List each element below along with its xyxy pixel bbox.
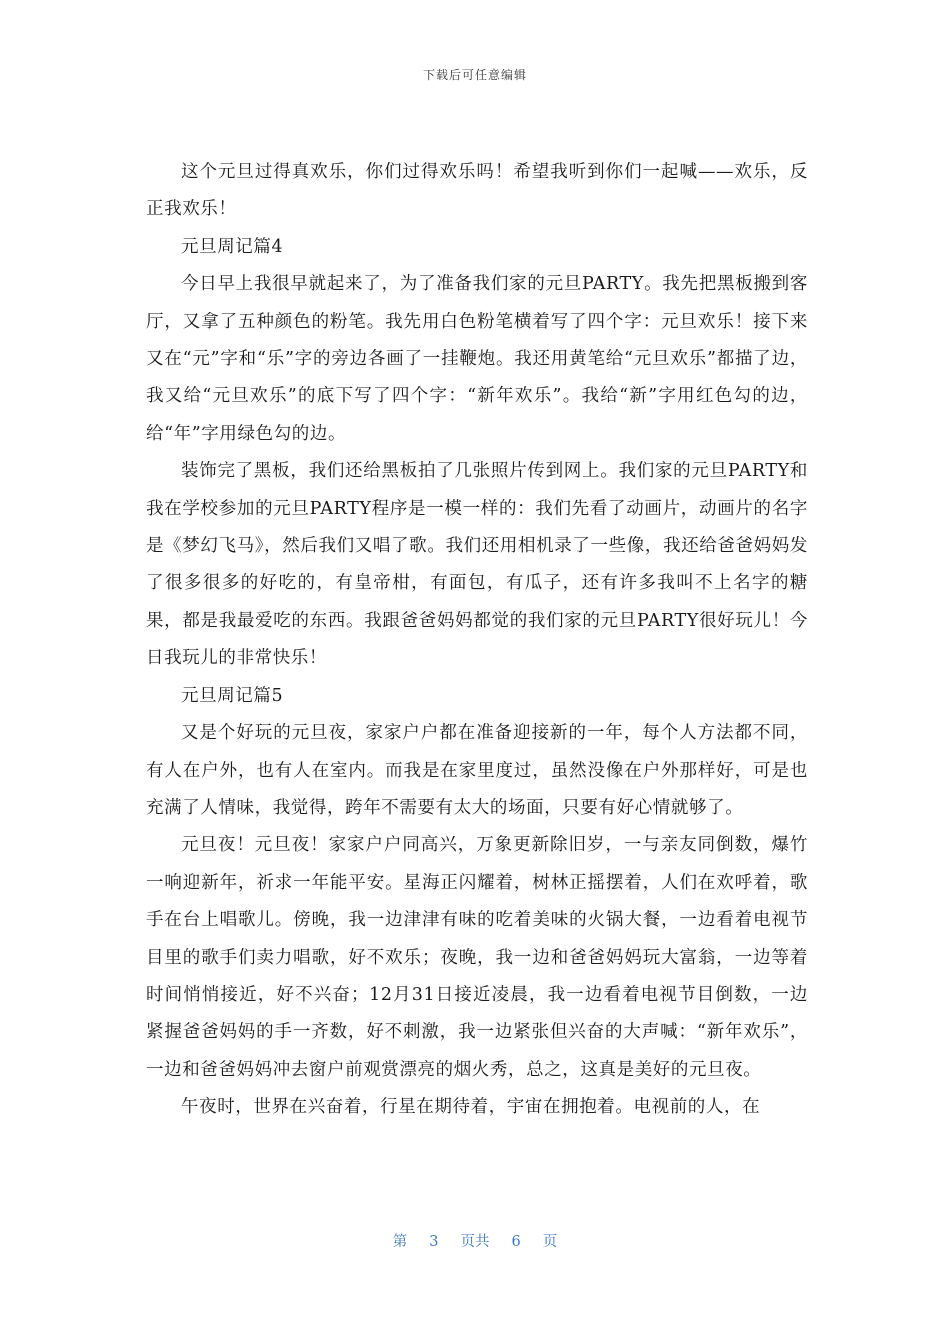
footer-total-pages: 6 xyxy=(511,1234,521,1250)
page-footer xyxy=(0,1230,950,1251)
footer-middle: 页共 xyxy=(460,1234,490,1250)
page-header-note: 下载后可任意编辑 xyxy=(422,68,527,82)
paragraph-blackboard: 今日早上我很早就起来了，为了准备我们家的元旦PARTY。我先把黑板搬到客厅，又拿了五种颜色的粉笔。我先用白色粉笔横着写了四个字：元旦欢乐！接下来又在“元”字和“乐”字的旁边各画了一挂鞭炮。我还用黄笔给“元旦欢乐”都描了边，我又给“元旦欢乐”的底下写了四个字：“新年欢乐”。我给“新”字用红色勾的边，给“年”字用绿色勾的边。 xyxy=(146,274,808,444)
document-body xyxy=(146,154,808,1127)
paragraph-countdown: 元旦夜！元旦夜！家家户户同高兴，万象更新除旧岁，一与亲友同倒数，爆竹一响迎新年，祈求一年能平安。星海正闪耀着，树林正摇摆着，人们在欢呼着，歌手在台上唱歌儿。傍晚，我一边津津有味的吃着美味的火锅大餐，一边看着电视节目里的歌手们卖力唱歌，好不欢乐；夜晚，我一边和爸爸妈妈玩大富翁，一边等着时间悄悄接近，好不兴奋；12月31日接近凌晨，我一边看着电视节目倒数，一边紧握爸爸妈妈的手一齐数，好不刺激，我一边紧张但兴奋的大声喊：“新年欢乐”，一边和爸爸妈妈冲去窗户前观赏漂亮的烟火秀，总之，这真是美好的元旦夜。 xyxy=(146,835,808,1080)
footer-suffix: 页 xyxy=(542,1234,558,1250)
footer-prefix: 第 xyxy=(392,1234,408,1250)
paragraph-closing-ji3: 这个元旦过得真欢乐，你们过得欢乐吗！希望我听到你们一起喊——欢乐，反正我欢乐！ xyxy=(146,162,808,220)
footer-current-page: 3 xyxy=(429,1234,439,1250)
section-heading-ji4: 元旦周记篇4 xyxy=(181,236,284,257)
section-heading-ji5: 元旦周记篇5 xyxy=(181,685,284,706)
paragraph-new-year-eve: 又是个好玩的元旦夜，家家户户都在准备迎接新的一年，每个人方法都不同，有人在户外，也有人在室内。而我是在家里度过，虽然没像在户外那样好，可是也充满了人情味，我觉得，跨年不需要有太大的场面，只要有好心情就够了。 xyxy=(146,723,808,818)
paragraph-party: 装饰完了黑板，我们还给黑板拍了几张照片传到网上。我们家的元旦PARTY和我在学校参加的元旦PARTY程序是一模一样的：我们先看了动画片，动画片的名字是《梦幻飞马》，然后我们又唱了歌。我们还用相机录了一些像，我还给爸爸妈妈发了很多很多的好吃的，有皇帝柑，有面包，有瓜子，还有许多我叫不上名字的糖果，都是我最爱吃的东西。我跟爸爸妈妈都觉的我们家的元旦PARTY很好玩儿！今日我玩儿的非常快乐！ xyxy=(146,461,808,669)
paragraph-midnight: 午夜时，世界在兴奋着，行星在期待着，宇宙在拥抱着。电视前的人，在 xyxy=(181,1097,761,1118)
